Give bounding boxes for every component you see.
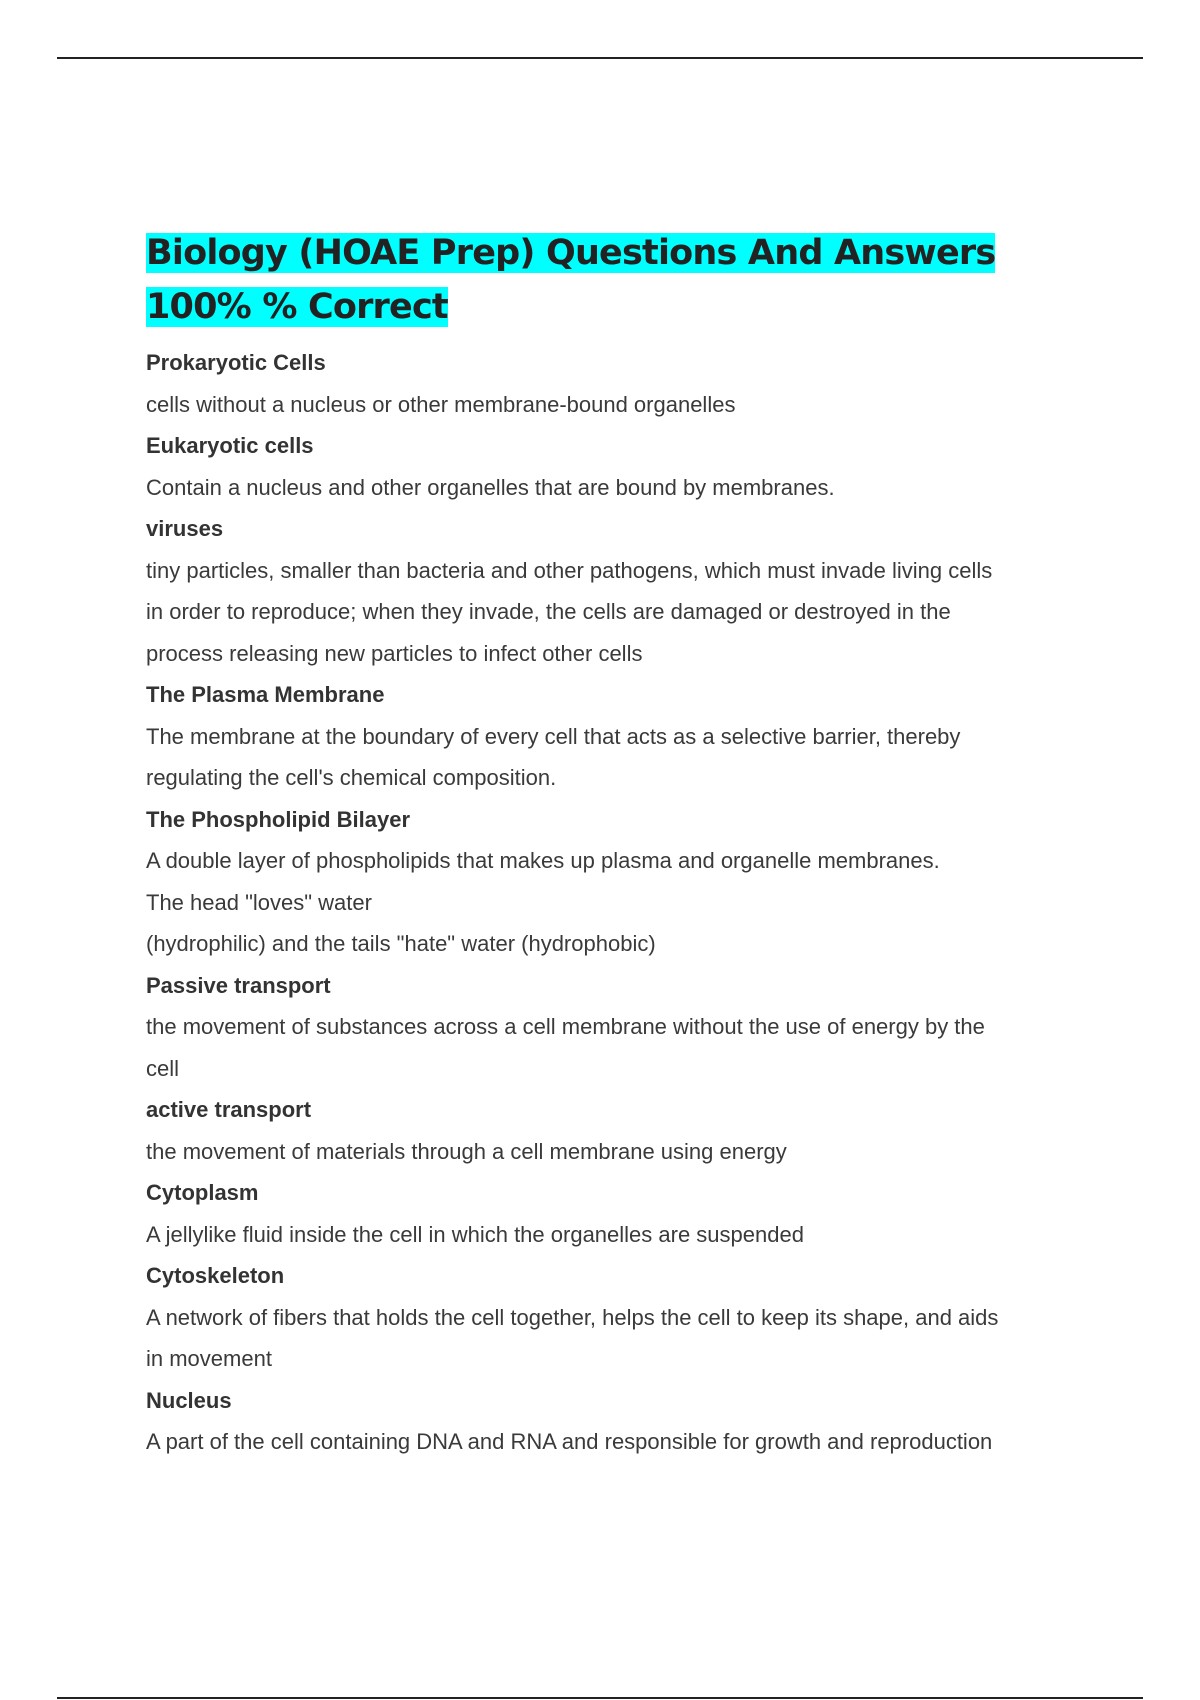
- entry: [146, 674, 1086, 799]
- entry: [146, 508, 1086, 674]
- entry: [146, 1089, 1086, 1172]
- entry: [146, 965, 1086, 1090]
- definition: A network of fibers that holds the cell together, helps the cell to keep its shape, and aids in movement: [146, 1304, 999, 1371]
- definition: cells without a nucleus or other membrane-bound organelles: [146, 391, 736, 417]
- entry: [146, 1380, 1086, 1463]
- term: Eukaryotic cells: [146, 433, 314, 458]
- definition: A part of the cell containing DNA and RNA and responsible for growth and reproduction: [146, 1429, 993, 1454]
- definition: the movement of materials through a cell membrane using energy: [146, 1138, 787, 1164]
- term: Cytoskeleton: [146, 1263, 285, 1288]
- term: Prokaryotic Cells: [146, 350, 326, 375]
- definition: tiny particles, smaller than bacteria and other pathogens, which must invade living cells in order to reproduce; when they invade, the cells are damaged or destroyed in the process releasing new particles to infect other cells: [146, 557, 993, 666]
- term: viruses: [146, 516, 224, 541]
- definition: The membrane at the boundary of every cell that acts as a selective barrier, thereby regulating the cell's chemical composition.: [146, 723, 961, 790]
- definition: the movement of substances across a cell membrane without the use of energy by the cell: [146, 1014, 985, 1081]
- title-highlight: Biology (HOAE Prep) Questions And Answers 100% % Correct: [146, 233, 996, 327]
- document-title: [146, 226, 1086, 334]
- definition: A jellylike fluid inside the cell in which the organelles are suspended: [146, 1221, 804, 1247]
- definition: A double layer of phospholipids that makes up plasma and organelle membranes. The head "loves" water (hydrophilic) and the tails "hate" water (hydrophobic): [146, 848, 940, 956]
- term: The Phospholipid Bilayer: [146, 806, 411, 832]
- document-body: [146, 226, 1086, 1463]
- header-rule: [57, 57, 1143, 59]
- term: Passive transport: [146, 972, 331, 998]
- entry: [146, 799, 1086, 965]
- entry: [146, 1172, 1086, 1255]
- entry-list: [146, 342, 1086, 1463]
- term: active transport: [146, 1097, 312, 1122]
- entry: [146, 1255, 1086, 1380]
- entry: [146, 425, 1086, 508]
- term: Cytoplasm: [146, 1180, 259, 1205]
- footer-rule: [57, 1697, 1143, 1699]
- term: Nucleus: [146, 1387, 232, 1413]
- entry: [146, 342, 1086, 425]
- definition: Contain a nucleus and other organelles that are bound by membranes.: [146, 474, 835, 500]
- term: The Plasma Membrane: [146, 682, 385, 707]
